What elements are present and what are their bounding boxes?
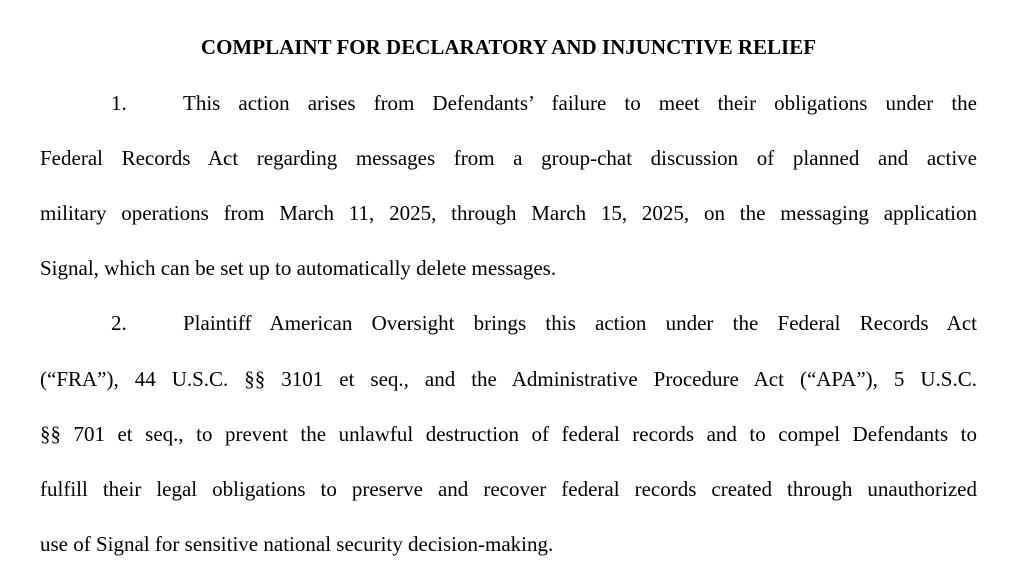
paragraph-line: military operations from March 11, 2025, through March 15, 2025, on the messaging application [40, 201, 977, 225]
paragraph-line: §§ 701 et seq., to prevent the unlawful destruction of federal records and to compel Defendants to [40, 422, 977, 446]
paragraph-line: fulfill their legal obligations to preserve and recover federal records created through unauthorized [40, 477, 977, 501]
paragraph-line: Federal Records Act regarding messages from a group-chat discussion of planned and active [40, 146, 977, 170]
paragraph-line: (“FRA”), 44 U.S.C. §§ 3101 et seq., and the Administrative Procedure Act (“APA”), 5 U.S.C. [40, 367, 977, 391]
paragraph-line: This action arises from Defendants’ failure to meet their obligations under the [183, 91, 977, 115]
document-title: COMPLAINT FOR DECLARATORY AND INJUNCTIVE RELIEF [200, 35, 817, 59]
document-page [40, 0, 977, 580]
paragraph-line: Plaintiff American Oversight brings this action under the Federal Records Act [183, 311, 977, 335]
paragraph-line: use of Signal for sensitive national security decision-making. [40, 532, 554, 556]
paragraph-line: Signal, which can be set up to automatically delete messages. [40, 256, 557, 280]
paragraph-number: 2. [111, 311, 127, 335]
paragraph-number: 1. [111, 91, 127, 115]
